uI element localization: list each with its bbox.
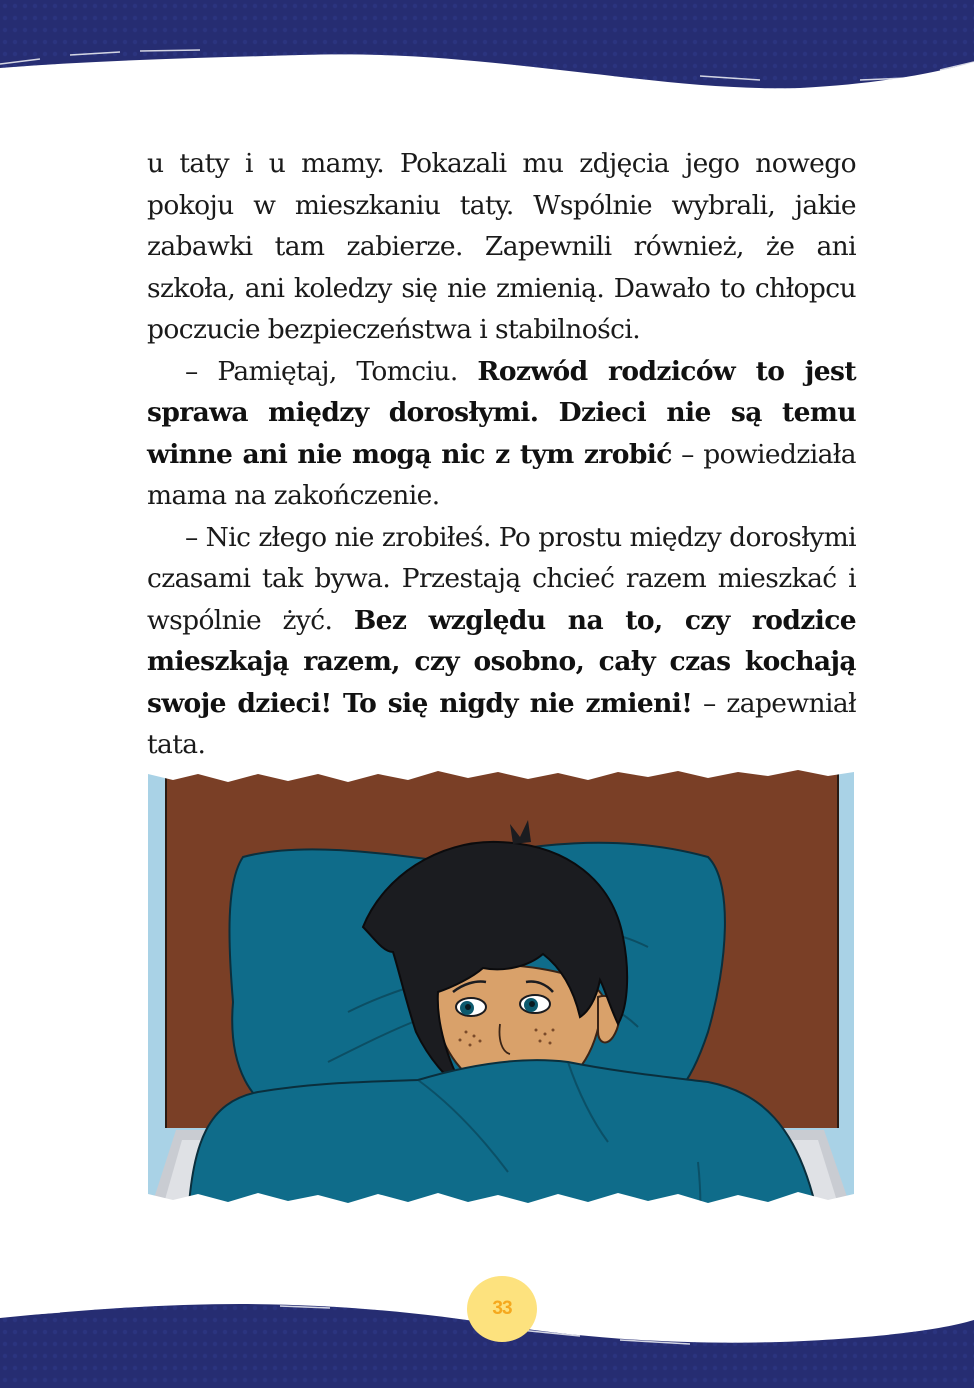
story-text — [147, 143, 856, 766]
paragraph-1 — [147, 143, 856, 351]
illustration-sad-boy-in-bed — [148, 762, 854, 1217]
text-segment: – Pamiętaj, Tomciu. — [185, 355, 478, 387]
text-segment: – Nic złego nie zrobiłeś. Po prostu między dorosłymi czasami tak bywa. Przestają chcieć razem mieszkać i wspólnie żyć. — [147, 521, 856, 636]
text-segment: – zapewniał tata. — [147, 687, 857, 760]
top-decorative-band — [0, 0, 974, 100]
paragraph-2 — [147, 351, 856, 517]
bold-text-segment: Bez względu na to, czy rodzice mieszkają razem, czy osobno, cały czas kochają swoje dzieci! To się nigdy nie zmieni! — [147, 604, 856, 719]
bold-text-segment: Rozwód rodziców to jest sprawa między dorosłymi. Dzieci nie są temu winne ani nie mogą nic z tym zrobić — [147, 355, 857, 470]
paragraph-3 — [147, 517, 856, 766]
text-segment: – powiedziała mama na zakończenie. — [147, 438, 856, 511]
page-number: 33 — [492, 1298, 512, 1319]
page-number-badge — [467, 1276, 537, 1342]
text-segment: u taty i u mamy. Pokazali mu zdjęcia jego nowego pokoju w mieszkaniu taty. Wspólnie wybrali, jakie zabawki tam zabierze. Zapewnili również, że ani szkoła, ani koledzy się nie zmienią. Dawało to chłopcu poczucie bezpieczeństwa i stabilności. — [147, 148, 856, 345]
